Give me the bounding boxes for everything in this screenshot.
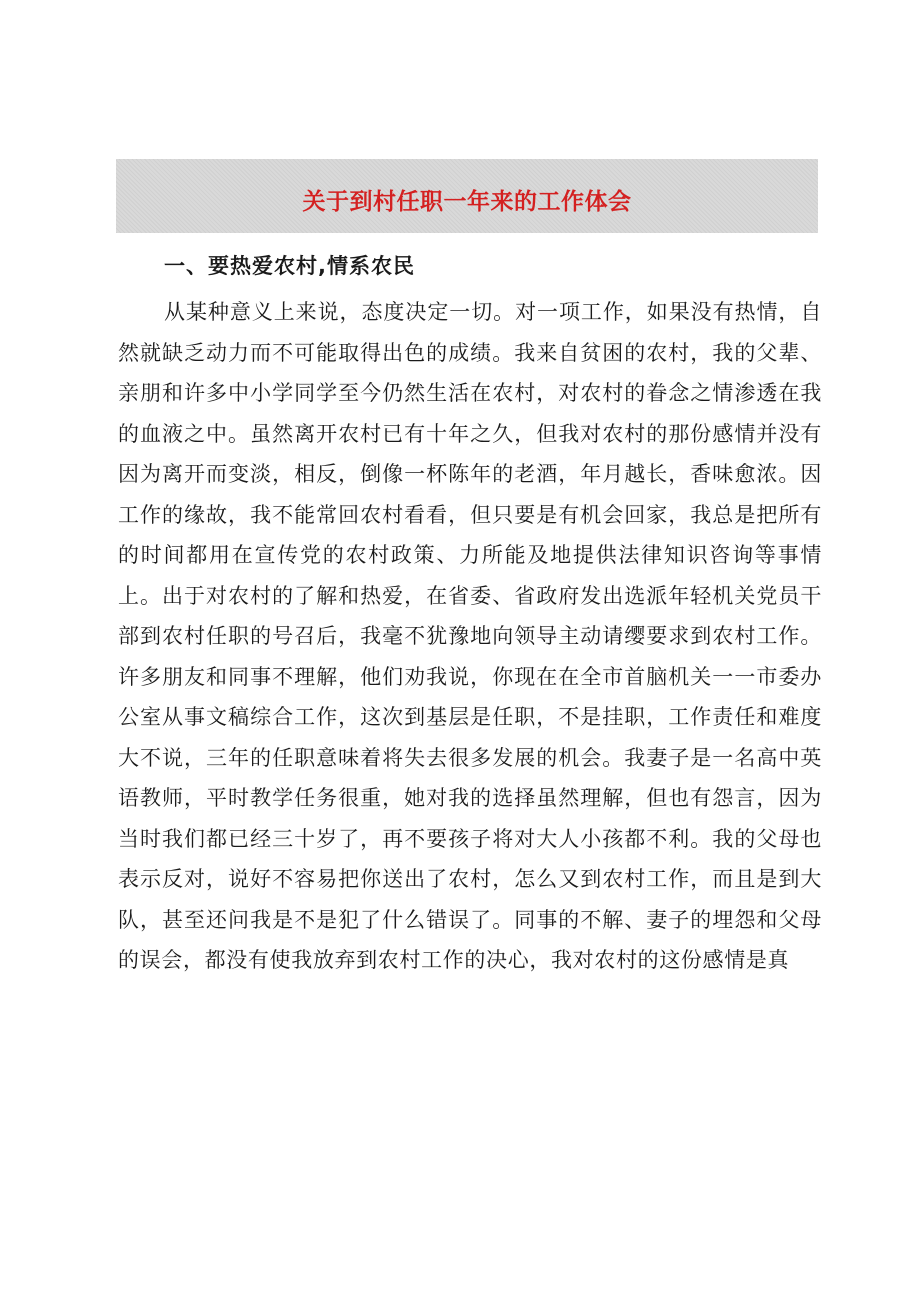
- document-title: 关于到村任职一年来的工作体会: [302, 188, 632, 215]
- title-banner: [116, 159, 818, 233]
- body-paragraph: 从某种意义上来说，态度决定一切。对一项工作，如果没有热情，自然就缺乏动力而不可能取得出色的成绩。我来自贫困的农村，我的父辈、亲朋和许多中小学同学至今仍然生活在农村，对农村的眷念之情渗透在我的血液之中。虽然离开农村已有十年之久，但我对农村的那份感情并没有因为离开而变淡，相反，倒像一杯陈年的老酒，年月越长，香味愈浓。因工作的缘故，我不能常回农村看看，但只要是有机会回家，我总是把所有的时间都用在宣传党的农村政策、力所能及地提供法律知识咨询等事情上。出于对农村的了解和热爱，在省委、省政府发出选派年轻机关党员干部到农村任职的号召后，我毫不犹豫地向领导主动请缨要求到农村工作。许多朋友和同事不理解，他们劝我说，你现在在全市首脑机关一一市委办公室从事文稿综合工作，这次到基层是任职，不是挂职，工作责任和难度大不说，三年的任职意味着将失去很多发展的机会。我妻子是一名高中英语教师，平时教学任务很重，她对我的选择虽然理解，但也有怨言，因为当时我们都已经三十岁了，再不要孩子将对大人小孩都不利。我的父母也表示反对，说好不容易把你送出了农村，怎么又到农村工作，而且是到大队，甚至还问我是不是犯了什么错误了。同事的不解、妻子的埋怨和父母的误会，都没有使我放弃到农村工作的决心，我对农村的这份感情是真: [118, 300, 822, 972]
- section-heading: 一、要热爱农村,情系农民: [164, 254, 415, 278]
